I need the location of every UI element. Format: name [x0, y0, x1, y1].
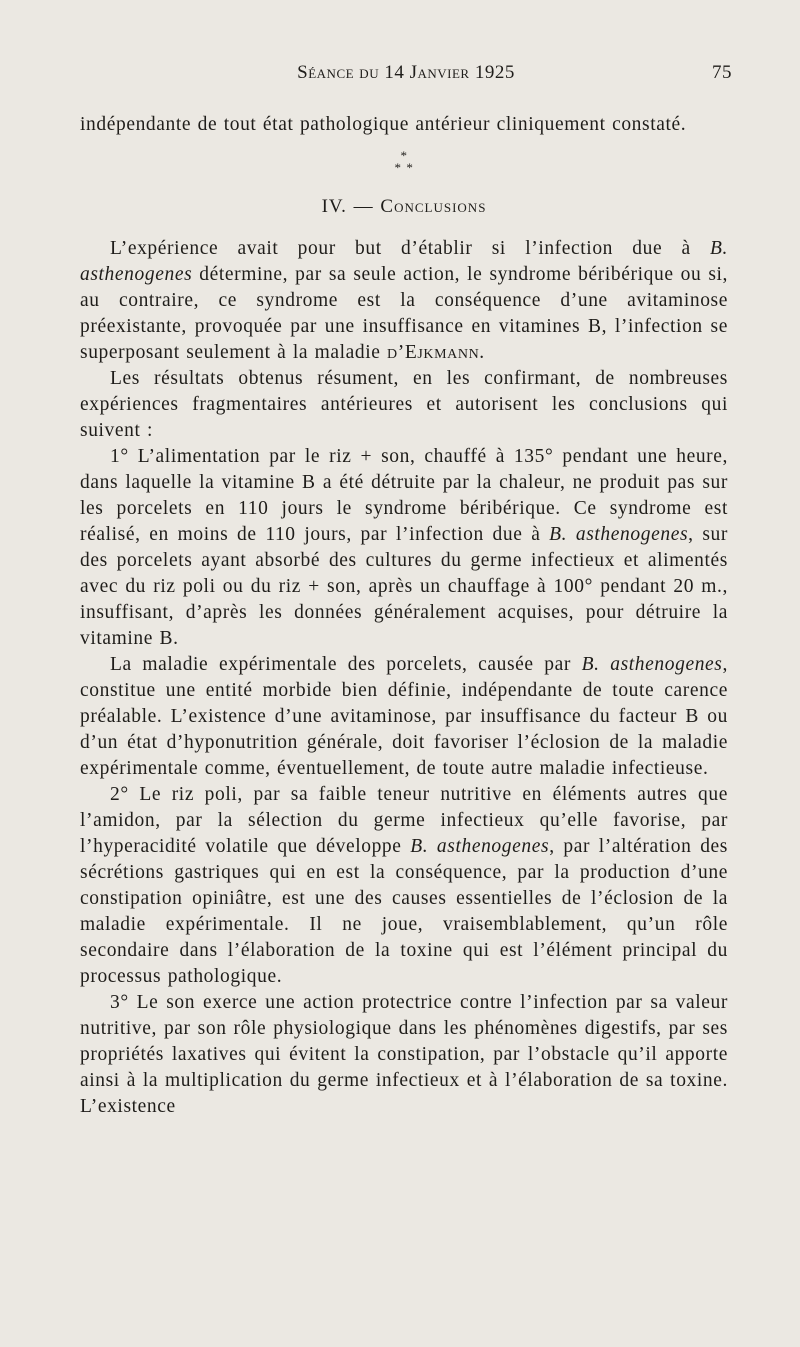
paragraph-continuation: indépendante de tout état pathologique antérieur cliniquement constaté. — [80, 114, 687, 135]
section-title: IV. — Conclusions — [321, 196, 487, 217]
text-run: 2° Le riz poli, par sa faible teneur nutritive en éléments autres que l’amidon, par la sélection du germe infectieux qu’elle favorise, par l’hyperacidité volatile que développe — [80, 784, 728, 857]
paragraph-disease — [80, 652, 728, 782]
paragraph-intro — [80, 236, 728, 366]
paragraph-conclusion-3: 3° Le son exerce une action protectrice contre l’infection par sa valeur nutritive, par son rôle physiologique dans les phénomènes digestifs, par ses propriétés laxatives qui évitent la constipation, par l’obstacle qu’il apporte ainsi à la multiplication du germe infectieux et à l’élaboration de sa toxine. L’existence — [80, 992, 728, 1117]
asterism-bottom: * * — [394, 160, 414, 175]
asterism — [80, 150, 728, 174]
species-name: B. asthenogenes — [581, 654, 723, 675]
species-name: B. asthenogenes — [410, 836, 550, 857]
species-name: B. asthenogenes — [80, 238, 728, 285]
text-run: détermine, par sa seule action, le syndrome béribérique ou si, au contraire, ce syndrome est la conséquence d’une avitaminose préexistante, provoquée par une insuffisance en vitamines B, l’infection se superposant seulement à la maladie — [80, 264, 728, 363]
paragraph-conclusion-2 — [80, 782, 728, 990]
text-run: L’expérience avait pour but d’établir si l’infection due à — [110, 238, 710, 259]
paragraph-conclusion-1 — [80, 444, 728, 652]
running-title: Séance du 14 Janvier 1925 — [297, 62, 515, 83]
species-name: B. asthenogenes — [549, 524, 689, 545]
text-run: , constitue une entité morbide bien définie, indépendante de toute carence préalable. L’existence d’une avitaminose, par insuffisance du facteur B ou d’un état d’hyponutrition générale, doit favoriser l’éclosion de la maladie expérimentale comme, éventuellement, de toute autre maladie infectieuse. — [80, 654, 728, 779]
page-body — [80, 112, 728, 1120]
text-run: , par l’altération des sécrétions gastriques qui en est la conséquence, par la production d’une constipation opiniâtre, est une des causes essentielles de l’éclosion de la maladie expérimentale. Il ne joue, vraisemblablement, qu’un rôle secondaire dans l’élaboration de la toxine qui est l’élément principal du processus pathologique. — [80, 836, 728, 987]
author-name: d’Ejkmann — [387, 342, 480, 363]
asterism-top: * — [400, 148, 408, 163]
text-run: La maladie expérimentale des porcelets, causée par — [110, 654, 582, 675]
paragraph-results: Les résultats obtenus résument, en les confirmant, de nombreuses expériences fragmentaires antérieures et autorisent les conclusions qui suivent : — [80, 368, 728, 441]
text-run: 1° L’alimentation par le riz + son, chauffé à 135° pendant une heure, dans laquelle la vitamine B a été détruite par la chaleur, ne produit pas sur les porcelets en 110 jours le syndrome béribérique. Ce syndrome est réalisé, en moins de 110 jours, par l’infection due à — [80, 446, 728, 545]
page-number: 75 — [712, 62, 732, 83]
text-run: . — [479, 342, 485, 363]
text-run: , sur des porcelets ayant absorbé des cultures du germe infectieux et alimentés avec du riz poli ou du riz + son, après un chauffage à 100° pendant 20 m., insuffisant, d’après les données généralement acquises, pour détruire la vitamine B. — [80, 524, 728, 649]
page-header — [80, 62, 732, 92]
